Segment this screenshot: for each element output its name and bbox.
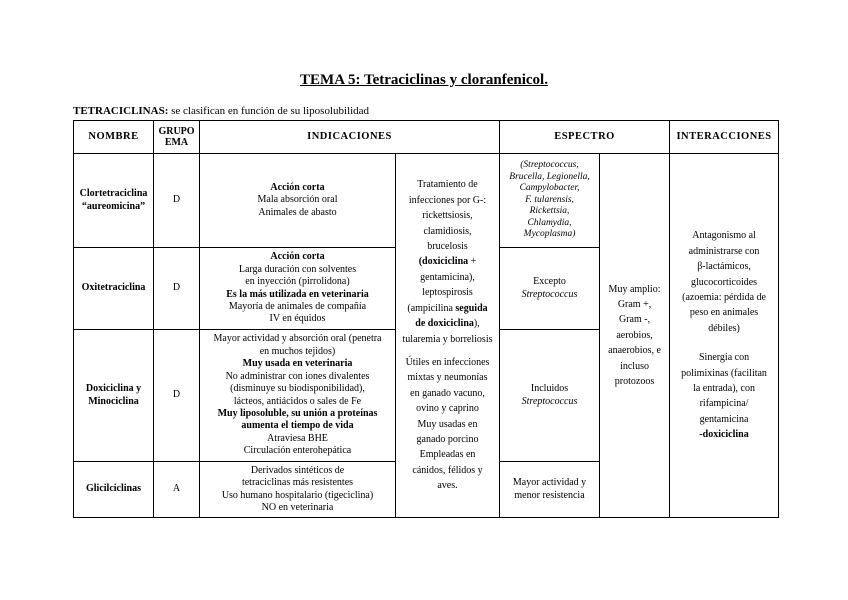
indicaciones-cell: Acción corta Larga duración con solventes en inyección (pirrolidona) Es la más utilizada en veterinaria Mayoría de animales de compañía IV en équidos — [200, 248, 396, 330]
espectro-cell: Mayor actividad y menor resistencia — [500, 462, 600, 518]
page-title: TEMA 5: Tetraciclinas y cloranfenicol. — [300, 72, 548, 88]
name-cell: Glicilciclinas — [74, 462, 154, 518]
tetraciclinas-table — [73, 120, 779, 518]
grupo-cell: D — [154, 330, 200, 462]
header-interacciones: INTERACCIONES — [670, 121, 779, 154]
header-row — [74, 121, 779, 154]
table-row — [74, 154, 779, 248]
espectro-cell: Excepto Streptococcus — [500, 248, 600, 330]
subtitle — [73, 105, 369, 117]
subtitle-bold: TETRACICLINAS: — [73, 105, 169, 117]
shared-indications-cell: Tratamiento de infecciones por G-: rickettsiosis, clamidiosis, brucelosis (doxiciclina + gentamicina), leptospirosis (ampicilina seguida de doxiciclina), tularemia y borreliosis Útiles en infecciones mixtas y neumonías en ganado vacuno, ovino y caprino Muy usadas en ganado porcino Empleadas en cánidos, félidos y aves. — [396, 154, 500, 518]
indicaciones-cell: Derivados sintéticos de tetraciclinas más resistentes Uso humano hospitalario (tigeciclina) NO en veterinaria — [200, 462, 396, 518]
shared-spectrum-cell: Muy amplio: Gram +, Gram -, aerobios, anaerobios, e incluso protozoos — [600, 154, 670, 518]
grupo-cell: A — [154, 462, 200, 518]
espectro-cell: (Streptococcus, Brucella, Legionella, Campylobacter, F. tularensis, Rickettsia, Chlamydia, Mycoplasma) — [500, 154, 600, 248]
header-grupo: GRUPO EMA — [154, 121, 200, 154]
subtitle-rest: se clasifican en función de su liposolubilidad — [168, 105, 370, 117]
header-espectro: ESPECTRO — [500, 121, 670, 154]
name-cell: Oxitetraciclina — [74, 248, 154, 330]
espectro-cell: Incluidos Streptococcus — [500, 330, 600, 462]
grupo-cell: D — [154, 248, 200, 330]
name-cell: Doxiciclina y Minociclina — [74, 330, 154, 462]
header-nombre: NOMBRE — [74, 121, 154, 154]
indicaciones-cell: Mayor actividad y absorción oral (penetra en muchos tejidos) Muy usada en veterinaria No administrar con iones divalentes (disminuye su biodisponibilidad), lácteos, antiácidos o sales de Fe Muy liposoluble, su unión a proteínas aumenta el tiempo de vida Atraviesa BHE Circulación enterohepática — [200, 330, 396, 462]
interactions-cell: Antagonismo al administrarse con β-lactámicos, glucocorticoides (azoemia: pérdida de peso en animales débiles) Sinergia con polimixinas (facilitan la entrada), con rifampicina/ gentamicina -doxiciclina — [670, 154, 779, 518]
name-cell: Clortetraciclina “aureomicina” — [74, 154, 154, 248]
indicaciones-cell: Acción corta Mala absorción oral Animales de abasto — [200, 154, 396, 248]
grupo-cell: D — [154, 154, 200, 248]
header-indicaciones: INDICACIONES — [200, 121, 500, 154]
